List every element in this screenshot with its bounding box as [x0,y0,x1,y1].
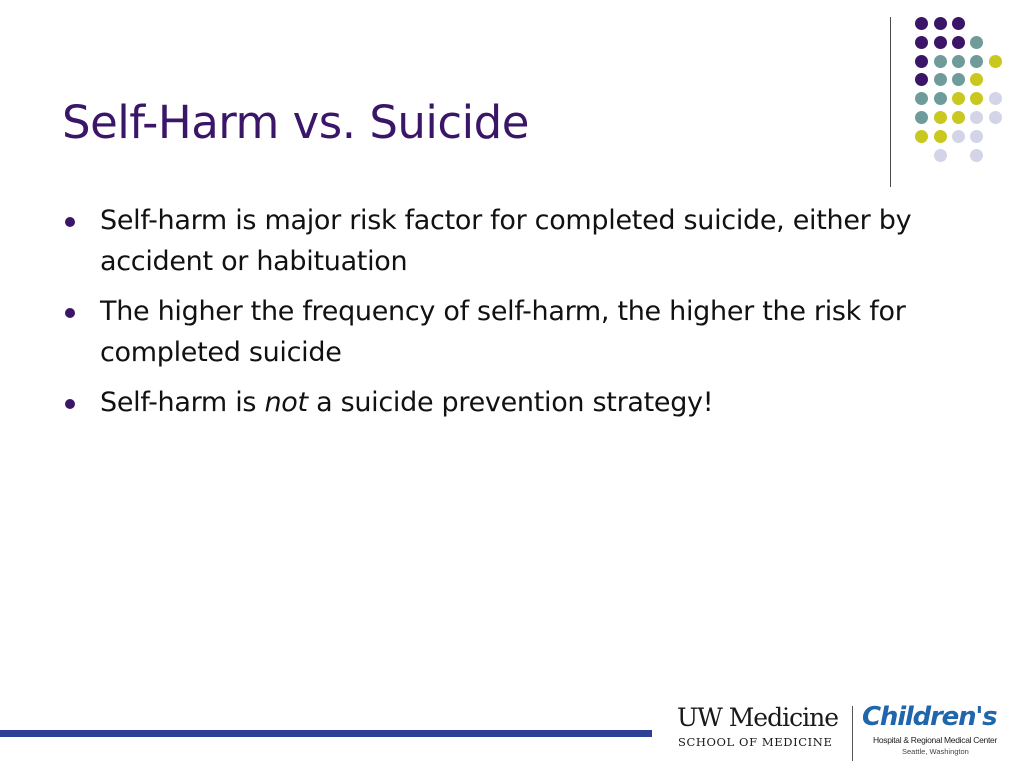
decorative-dot [934,130,947,143]
decorative-dot [915,92,928,105]
childrens-wordmark: Children's [862,702,997,732]
decorative-dot [989,92,1002,105]
childrens-subtitle: Hospital & Regional Medical Center [873,735,997,745]
childrens-location: Seattle, Washington [902,747,969,756]
bullet-dot-icon [65,399,75,409]
decorative-dot [970,130,983,143]
bullet-text: Self-harm is major risk factor for completed suicide, either by accident or habituation [100,205,912,277]
decorative-dot-grid [0,0,1024,200]
decorative-dot [915,130,928,143]
logo-divider [852,706,853,761]
decorative-dot [952,55,965,68]
decorative-dot [934,55,947,68]
bullet-dot-icon [65,217,75,227]
decorative-dot [915,73,928,86]
bullet-text: Self-harm is [100,387,265,418]
footer-bar [0,730,652,737]
decorative-dot [952,92,965,105]
decorative-dot [970,55,983,68]
decorative-dot [989,111,1002,124]
uw-medicine-logo [677,703,842,753]
bullet-list [62,200,942,432]
decorative-dot [934,17,947,30]
decorative-dot [915,55,928,68]
decorative-dot [989,55,1002,68]
decorative-dot [970,36,983,49]
decorative-dot [934,36,947,49]
decorative-dot [952,17,965,30]
bullet-text: The higher the frequency of self-harm, the higher the risk for completed suicide [100,296,906,368]
uw-medicine-wordmark: UW Medicine [677,703,838,732]
bullet-emphasis: not [264,387,308,418]
slide-title: Self-Harm vs. Suicide [62,96,529,149]
decorative-dot [952,111,965,124]
decorative-dot [915,111,928,124]
decorative-dot [970,111,983,124]
decorative-dot [934,149,947,162]
decorative-dot [915,36,928,49]
decorative-dot [952,36,965,49]
decorative-dot [934,73,947,86]
decorative-dot [970,73,983,86]
decorative-dot [970,149,983,162]
decorative-dot [952,130,965,143]
bullet-item [62,291,942,373]
school-of-medicine-text: SCHOOL OF MEDICINE [678,735,833,749]
bullet-item [62,382,942,423]
decorative-dot [934,92,947,105]
decorative-dot [934,111,947,124]
decorative-dot [970,92,983,105]
decorative-dot [952,73,965,86]
childrens-hospital-logo [862,700,1012,765]
bullet-item [62,200,942,282]
bullet-dot-icon [65,308,75,318]
bullet-text-end: a suicide prevention strategy! [307,387,714,418]
decorative-dot [915,17,928,30]
